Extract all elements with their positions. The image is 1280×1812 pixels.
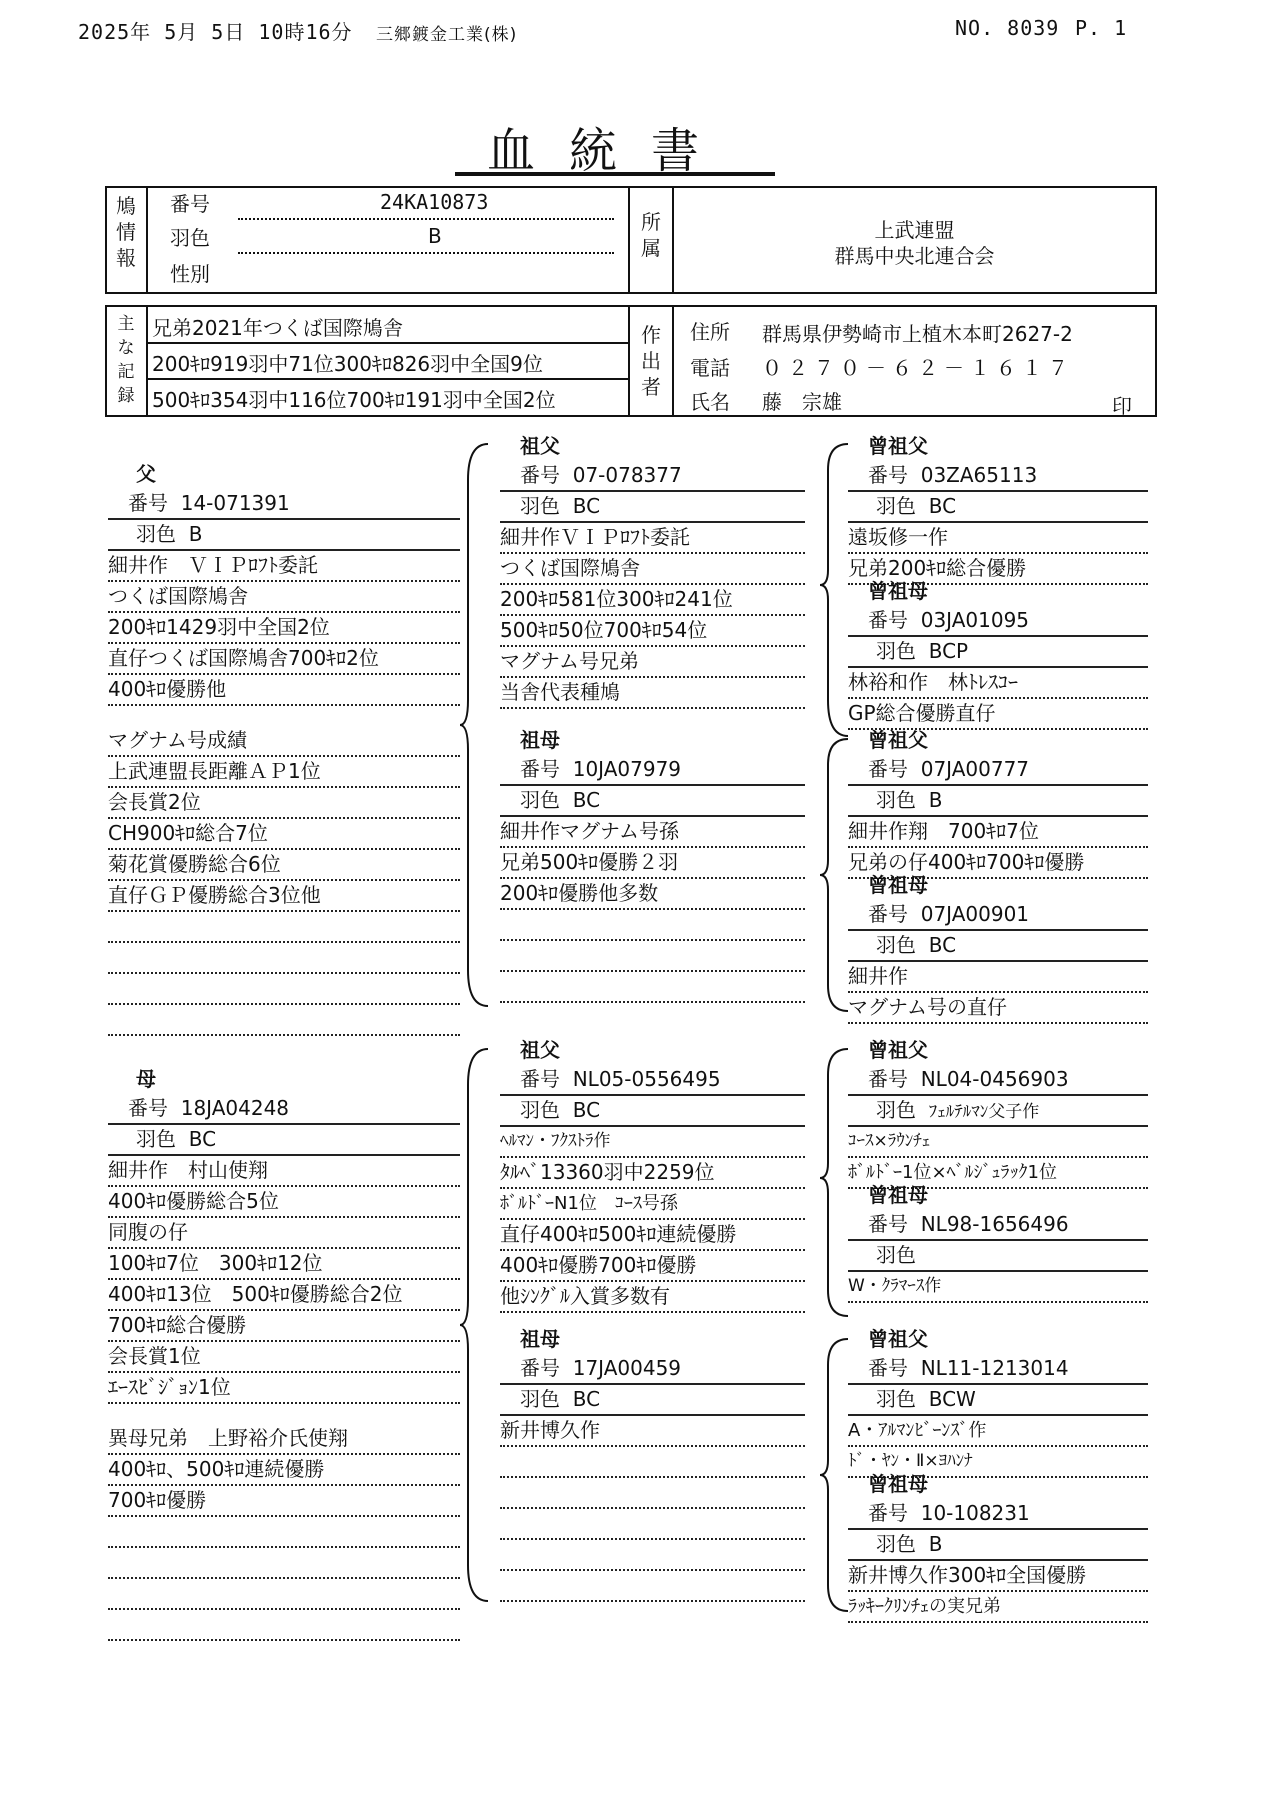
father-note-2: つくば国際鳩舎 bbox=[108, 582, 460, 613]
gp1-note-2: つくば国際鳩舎 bbox=[500, 554, 805, 585]
ggp-1 bbox=[848, 432, 1148, 585]
gp2-brace bbox=[820, 735, 850, 1015]
ggp7-color: BCW bbox=[928, 1387, 976, 1411]
father-note-7: 上武連盟長距離ＡＰ1位 bbox=[108, 757, 460, 788]
father-note-8: 会長賞2位 bbox=[108, 788, 460, 819]
ggp2-note-2: GP総合優勝直仔 bbox=[848, 699, 1148, 730]
father-note-5: 400ｷﾛ優勝他 bbox=[108, 675, 460, 706]
ggp1-number-row: 番号 03ZA65113 bbox=[848, 461, 1148, 492]
ggp6-number: NL98-1656496 bbox=[920, 1212, 1069, 1236]
father-number: 14-071391 bbox=[180, 491, 290, 515]
ggp4-note-2: マグナム号の直仔 bbox=[848, 993, 1148, 1024]
gp4-title: 祖母 bbox=[520, 1327, 560, 1351]
sex-label: 性別 bbox=[170, 262, 210, 286]
affiliation-label: 所属 bbox=[641, 210, 661, 260]
ggp4-color-row: 羽色 BC bbox=[848, 931, 1148, 962]
gp4-color: BC bbox=[572, 1387, 601, 1411]
ggp7-number: NL11-1213014 bbox=[920, 1356, 1069, 1380]
gp3-note-5: 400ｷﾛ優勝700ｷﾛ優勝 bbox=[500, 1251, 805, 1282]
gp3-color: BC bbox=[572, 1098, 601, 1122]
ggp4-note-1: 細井作 bbox=[848, 962, 1148, 993]
ggp5-color: ﾌｪﾙﾃﾙﾏﾝ父子作 bbox=[928, 1102, 1040, 1122]
mother-note-4: 100ｷﾛ7位 300ｷﾛ12位 bbox=[108, 1249, 460, 1280]
ggp4-color: BC bbox=[928, 933, 957, 957]
pigeon-info-label: 鳩情報 bbox=[116, 194, 136, 270]
gp1-note-3: 200ｷﾛ581位300ｷﾛ241位 bbox=[500, 585, 805, 616]
gp4-blank-line bbox=[500, 1478, 805, 1509]
affiliation-line-1: 上武連盟 bbox=[874, 218, 955, 242]
ggp5-color-row: 羽色 ﾌｪﾙﾃﾙﾏﾝ父子作 bbox=[848, 1096, 1148, 1127]
ggp6-color-row: 羽色 bbox=[848, 1241, 1148, 1272]
ggp8-number-row: 番号 10-108231 bbox=[848, 1499, 1148, 1530]
pigeon-color: B bbox=[428, 224, 442, 248]
ggp8-note-2: ﾗｯｷｰｸﾘﾝﾁｪの実兄弟 bbox=[848, 1592, 1148, 1623]
gp1-note-6: 当舎代表種鳩 bbox=[500, 678, 805, 709]
mother-note-7: 会長賞1位 bbox=[108, 1342, 460, 1373]
ggp7-number-row: 番号 NL11-1213014 bbox=[848, 1354, 1148, 1385]
gp2-blank-line bbox=[500, 910, 805, 941]
ggp2-number-row: 番号 03JA01095 bbox=[848, 606, 1148, 637]
granddam-paternal bbox=[500, 726, 805, 1003]
granddam-maternal bbox=[500, 1325, 805, 1602]
father-note-9: CH900ｷﾛ総合7位 bbox=[108, 819, 460, 850]
ggp2-color-row: 羽色 BCP bbox=[848, 637, 1148, 668]
ggp8-title: 曾祖母 bbox=[868, 1472, 928, 1496]
father-title: 父 bbox=[136, 462, 156, 486]
ggp3-note-1: 細井作翔 700ｷﾛ7位 bbox=[848, 817, 1148, 848]
gp4-number: 17JA00459 bbox=[572, 1356, 682, 1380]
ggp7-note-1: A・ｱﾙﾏﾝﾋﾞｰﾝｽﾞ作 bbox=[848, 1416, 1148, 1447]
gp4-brace bbox=[820, 1335, 850, 1615]
document-number: NO. 8039 bbox=[955, 16, 1060, 40]
mother-note-10: 400ｷﾛ、500ｷﾛ連続優勝 bbox=[108, 1455, 460, 1486]
gp4-note-1: 新井博久作 bbox=[500, 1416, 805, 1447]
number-label: 番号 bbox=[170, 192, 210, 216]
grandsire-paternal bbox=[500, 432, 805, 709]
ggp6-title: 曾祖母 bbox=[868, 1183, 928, 1207]
ggp5-number: NL04-0456903 bbox=[920, 1067, 1069, 1091]
gp3-note-3: ﾎﾞﾙﾄﾞｰN1位 ｺｰｽ号孫 bbox=[500, 1189, 805, 1220]
ggp1-note-1: 遠坂修一作 bbox=[848, 523, 1148, 554]
father-note-10: 菊花賞優勝総合6位 bbox=[108, 850, 460, 881]
name-label: 氏名 bbox=[690, 390, 730, 414]
mother-blank-line bbox=[108, 1517, 460, 1548]
phone-label: 電話 bbox=[690, 356, 730, 380]
record-line-3: 500ｷﾛ354羽中116位700ｷﾛ191羽中全国2位 bbox=[152, 388, 556, 412]
gp3-color-row: 羽色 BC bbox=[500, 1096, 805, 1127]
record-line-1: 兄弟2021年つくば国際鳩舎 bbox=[152, 316, 403, 340]
gp2-color-row: 羽色 BC bbox=[500, 786, 805, 817]
gp4-blank-line bbox=[500, 1447, 805, 1478]
ggp1-note-2: 兄弟200ｷﾛ総合優勝 bbox=[848, 554, 1148, 585]
father-note-11: 直仔ＧＰ優勝総合3位他 bbox=[108, 881, 460, 912]
gp1-note-1: 細井作ＶＩＰﾛﾌﾄ委託 bbox=[500, 523, 805, 554]
gp2-note-2: 兄弟500ｷﾛ優勝２羽 bbox=[500, 848, 805, 879]
gp2-number: 10JA07979 bbox=[572, 757, 682, 781]
ggp6-number-row: 番号 NL98-1656496 bbox=[848, 1210, 1148, 1241]
gp3-note-6: 他ｼﾝｸﾞﾙ入賞多数有 bbox=[500, 1282, 805, 1313]
mother-column bbox=[108, 1065, 460, 1641]
father-number-row: 番号 14-071391 bbox=[108, 489, 460, 520]
ggp3-number-row: 番号 07JA00777 bbox=[848, 755, 1148, 786]
mother-color: BC bbox=[188, 1127, 217, 1151]
ggp2-number: 03JA01095 bbox=[920, 608, 1030, 632]
gp2-note-1: 細井作マグナム号孫 bbox=[500, 817, 805, 848]
mother-note-1: 細井作 村山使翔 bbox=[108, 1156, 460, 1187]
page-number: P. 1 bbox=[1075, 16, 1128, 40]
mother-blank-line bbox=[108, 1579, 460, 1610]
grandsire-maternal bbox=[500, 1036, 805, 1313]
mother-blank-line bbox=[108, 1548, 460, 1579]
ggp-4 bbox=[848, 871, 1148, 1024]
gp1-color-row: 羽色 BC bbox=[500, 492, 805, 523]
mother-number: 18JA04248 bbox=[180, 1096, 290, 1120]
father-blank-line bbox=[108, 912, 460, 943]
mother-title: 母 bbox=[136, 1067, 156, 1091]
ggp1-title: 曾祖父 bbox=[868, 434, 928, 458]
father-blank-line bbox=[108, 974, 460, 1005]
mother-note-8: ｴｰｽﾋﾞｼﾞｮﾝ1位 bbox=[108, 1373, 460, 1404]
record-line-2: 200ｷﾛ919羽中71位300ｷﾛ826羽中全国9位 bbox=[152, 352, 543, 376]
ggp7-color-row: 羽色 BCW bbox=[848, 1385, 1148, 1416]
ggp8-color: B bbox=[928, 1532, 943, 1556]
gp4-blank-line bbox=[500, 1571, 805, 1602]
breeder-name: 藤 宗雄 bbox=[762, 390, 842, 414]
affiliation-line-2: 群馬中央北連合会 bbox=[834, 244, 995, 268]
seal-mark: 印 bbox=[1112, 394, 1132, 418]
ggp4-number-row: 番号 07JA00901 bbox=[848, 900, 1148, 931]
ggp7-title: 曾祖父 bbox=[868, 1327, 928, 1351]
gp3-title: 祖父 bbox=[520, 1038, 560, 1062]
mother-note-5: 400ｷﾛ13位 500ｷﾛ優勝総合2位 bbox=[108, 1280, 460, 1311]
ggp8-number: 10-108231 bbox=[920, 1501, 1030, 1525]
ggp-2 bbox=[848, 577, 1148, 730]
father-brace bbox=[460, 440, 490, 1010]
ggp8-color-row: 羽色 B bbox=[848, 1530, 1148, 1561]
gp4-blank-line bbox=[500, 1540, 805, 1571]
ggp8-note-1: 新井博久作300ｷﾛ全国優勝 bbox=[848, 1561, 1148, 1592]
gp3-note-4: 直仔400ｷﾛ500ｷﾛ連続優勝 bbox=[500, 1220, 805, 1251]
gp2-blank-line bbox=[500, 941, 805, 972]
ggp4-title: 曾祖母 bbox=[868, 873, 928, 897]
gp1-number: 07-078377 bbox=[572, 463, 682, 487]
father-note-3: 200ｷﾛ1429羽中全国2位 bbox=[108, 613, 460, 644]
mother-blank-line bbox=[108, 1610, 460, 1641]
father-blank-line bbox=[108, 1005, 460, 1036]
ggp3-number: 07JA00777 bbox=[920, 757, 1030, 781]
page-title: 血統書 bbox=[486, 123, 733, 179]
ggp1-color-row: 羽色 BC bbox=[848, 492, 1148, 523]
gp2-title: 祖母 bbox=[520, 728, 560, 752]
company-name: 三郷鍍金工業(株) bbox=[376, 25, 518, 45]
ggp-5 bbox=[848, 1036, 1148, 1189]
gp1-number-row: 番号 07-078377 bbox=[500, 461, 805, 492]
print-datetime: 2025年 5月 5日 10時16分 bbox=[78, 20, 353, 44]
ggp5-note-2: ﾎﾞﾙﾄﾞｰ1位×ﾍﾞﾙｼﾞｭﾗｯｸ1位 bbox=[848, 1158, 1148, 1189]
mother-note-6: 700ｷﾛ総合優勝 bbox=[108, 1311, 460, 1342]
gp1-title: 祖父 bbox=[520, 434, 560, 458]
breeder-phone: ０２７０－６２－１６１７ bbox=[762, 356, 1074, 380]
mother-note-2: 400ｷﾛ優勝総合5位 bbox=[108, 1187, 460, 1218]
ggp6-note-1: W・ｸﾗﾏｰｽ作 bbox=[848, 1272, 1148, 1303]
gp4-color-row: 羽色 BC bbox=[500, 1385, 805, 1416]
gp3-number-row: 番号 NL05-0556495 bbox=[500, 1065, 805, 1096]
ggp3-color-row: 羽色 B bbox=[848, 786, 1148, 817]
ggp3-title: 曾祖父 bbox=[868, 728, 928, 752]
mother-color-row: 羽色 BC bbox=[108, 1125, 460, 1156]
ggp2-note-1: 林裕和作 林ﾄﾚｽｺｰ bbox=[848, 668, 1148, 699]
gp1-note-4: 500ｷﾛ50位700ｷﾛ54位 bbox=[500, 616, 805, 647]
ggp5-title: 曾祖父 bbox=[868, 1038, 928, 1062]
father-note-4: 直仔つくば国際鳩舎700ｷﾛ2位 bbox=[108, 644, 460, 675]
breeder-address: 群馬県伊勢崎市上植木本町2627-2 bbox=[762, 322, 1073, 346]
father-blank-line bbox=[108, 943, 460, 974]
ggp5-note-1: ｺｰｽ×ﾗｳﾝﾁｪ bbox=[848, 1127, 1148, 1158]
father-column bbox=[108, 460, 460, 1036]
gp4-number-row: 番号 17JA00459 bbox=[500, 1354, 805, 1385]
mother-brace bbox=[460, 1045, 490, 1605]
address-label: 住所 bbox=[690, 320, 730, 344]
gp3-number: NL05-0556495 bbox=[572, 1067, 721, 1091]
father-color: B bbox=[188, 522, 203, 546]
ggp-6 bbox=[848, 1181, 1148, 1303]
gp3-note-2: ﾀﾙﾍﾞ13360羽中2259位 bbox=[500, 1158, 805, 1189]
father-color-row: 羽色 B bbox=[108, 520, 460, 551]
mother-note-11: 700ｷﾛ優勝 bbox=[108, 1486, 460, 1517]
color-label: 羽色 bbox=[170, 226, 210, 250]
ggp-3 bbox=[848, 726, 1148, 879]
records-label: 主な記録 bbox=[117, 314, 135, 406]
father-note-1: 細井作 ＶＩＰﾛﾌﾄ委託 bbox=[108, 551, 460, 582]
gp2-color: BC bbox=[572, 788, 601, 812]
ggp5-number-row: 番号 NL04-0456903 bbox=[848, 1065, 1148, 1096]
ggp1-color: BC bbox=[928, 494, 957, 518]
gp4-blank-line bbox=[500, 1509, 805, 1540]
gp1-brace bbox=[820, 440, 850, 740]
ggp2-title: 曾祖母 bbox=[868, 579, 928, 603]
gp3-brace bbox=[820, 1045, 850, 1320]
gp1-note-5: マグナム号兄弟 bbox=[500, 647, 805, 678]
ggp2-color: BCP bbox=[928, 639, 969, 663]
ggp3-color: B bbox=[928, 788, 943, 812]
father-note-6: マグナム号成績 bbox=[108, 726, 460, 757]
pigeon-number: 24KA10873 bbox=[380, 190, 489, 214]
ggp3-note-2: 兄弟の仔400ｷﾛ700ｷﾛ優勝 bbox=[848, 848, 1148, 879]
gp2-note-3: 200ｷﾛ優勝他多数 bbox=[500, 879, 805, 910]
breeder-label: 作出者 bbox=[641, 323, 661, 399]
mother-note-9: 異母兄弟 上野裕介氏使翔 bbox=[108, 1424, 460, 1455]
title-underline bbox=[455, 172, 775, 176]
ggp1-number: 03ZA65113 bbox=[920, 463, 1038, 487]
gp3-note-1: ﾍﾙﾏﾝ・ﾌｸｽﾄﾗ作 bbox=[500, 1127, 805, 1158]
gp2-number-row: 番号 10JA07979 bbox=[500, 755, 805, 786]
gp2-blank-line bbox=[500, 972, 805, 1003]
ggp4-number: 07JA00901 bbox=[920, 902, 1030, 926]
ggp-7 bbox=[848, 1325, 1148, 1478]
mother-note-3: 同腹の仔 bbox=[108, 1218, 460, 1249]
gp1-color: BC bbox=[572, 494, 601, 518]
mother-number-row: 番号 18JA04248 bbox=[108, 1094, 460, 1125]
ggp7-note-2: ﾄﾞ・ﾔﾝ・Ⅱ×ﾖﾊﾝﾅ bbox=[848, 1447, 1148, 1478]
ggp-8 bbox=[848, 1470, 1148, 1623]
